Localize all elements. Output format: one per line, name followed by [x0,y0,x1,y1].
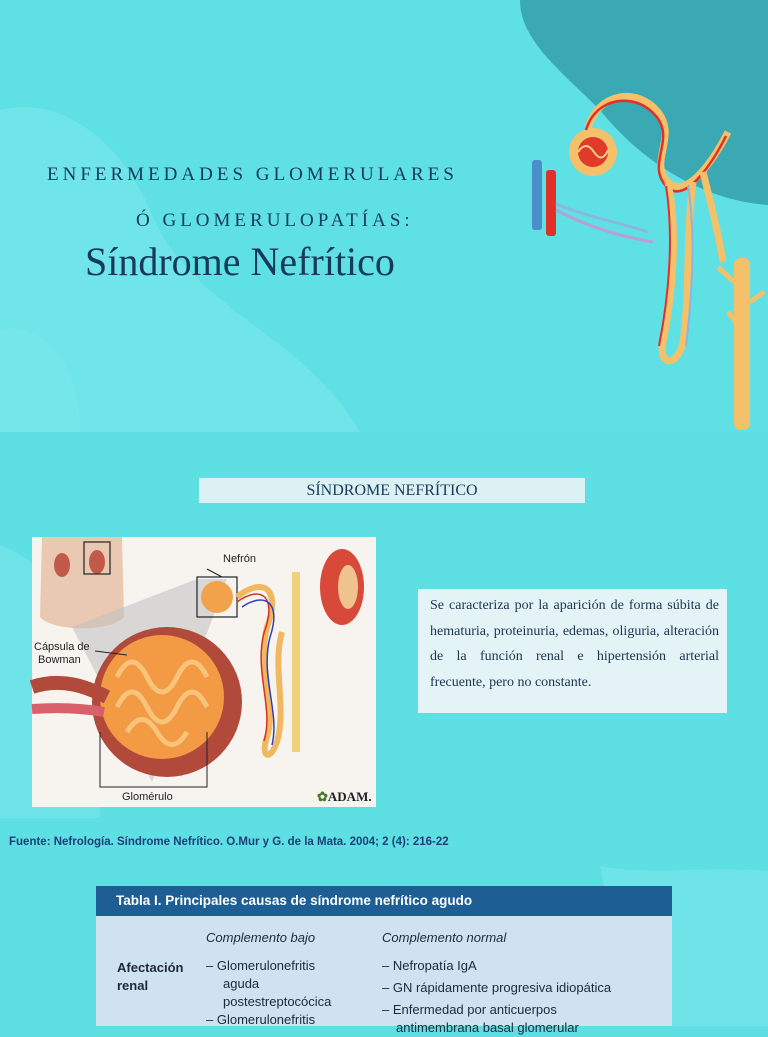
adam-logo-text: ADAM. [327,789,372,804]
description-box: Se caracteriza por la aparición de forma súbita de hematuria, proteinuria, edemas, oliguria, alteración de la función renal e hipertensión arterial frecuente, pero no constante. [418,589,727,713]
section-header: SÍNDROME NEFRÍTICO [199,478,585,503]
row-label-line2: renal [117,978,149,993]
col2-list [382,957,611,1037]
adam-logo [317,789,372,805]
list-item: aguda [223,976,260,991]
list-item: postestreptocócica [223,994,332,1009]
col-header-complemento-normal: Complemento normal [382,930,507,945]
title-slide [0,0,768,432]
leaf-icon: ✿ [317,789,328,804]
source-citation: Fuente: Nefrología. Síndrome Nefrítico. O.Mur y G. de la Mata. 2004; 2 (4): 216-22 [9,836,449,848]
list-item: – GN rápidamente progresiva idiopática [382,980,612,995]
col1-list [206,957,331,1029]
list-item: – Enfermedad por anticuerpos [382,1002,557,1017]
col-header-complemento-bajo: Complemento bajo [206,930,316,945]
nephron-figure [32,537,376,807]
list-item: – Glomerulonefritis [206,958,316,973]
row-label-afectacion-renal [117,959,183,995]
nephron-anatomy-image [32,537,376,807]
label-capsula-bowman [34,641,90,667]
title-line-2: Ó GLOMERULOPATÍAS: [136,210,414,231]
nephron-illustration [528,92,768,432]
list-item: antimembrana basal glomerular [396,1020,579,1035]
list-item: – Nefropatía IgA [382,958,477,973]
row-label-line1: Afectación [117,960,184,975]
title-line-1: ENFERMEDADES GLOMERULARES [47,164,458,185]
table-title: Tabla I. Principales causas de síndrome nefrítico agudo [96,886,672,916]
label-nefron: Nefrón [223,553,257,565]
label-capsula-line1: Cápsula de [34,641,90,653]
slide-gap [0,432,768,450]
causes-table [96,886,672,1035]
list-item: – Glomerulonefritis [206,1012,316,1027]
page-title: Síndrome Nefrítico [85,239,395,284]
label-capsula-line2: Bowman [38,654,81,666]
label-glomerulo: Glomérulo [122,791,173,803]
